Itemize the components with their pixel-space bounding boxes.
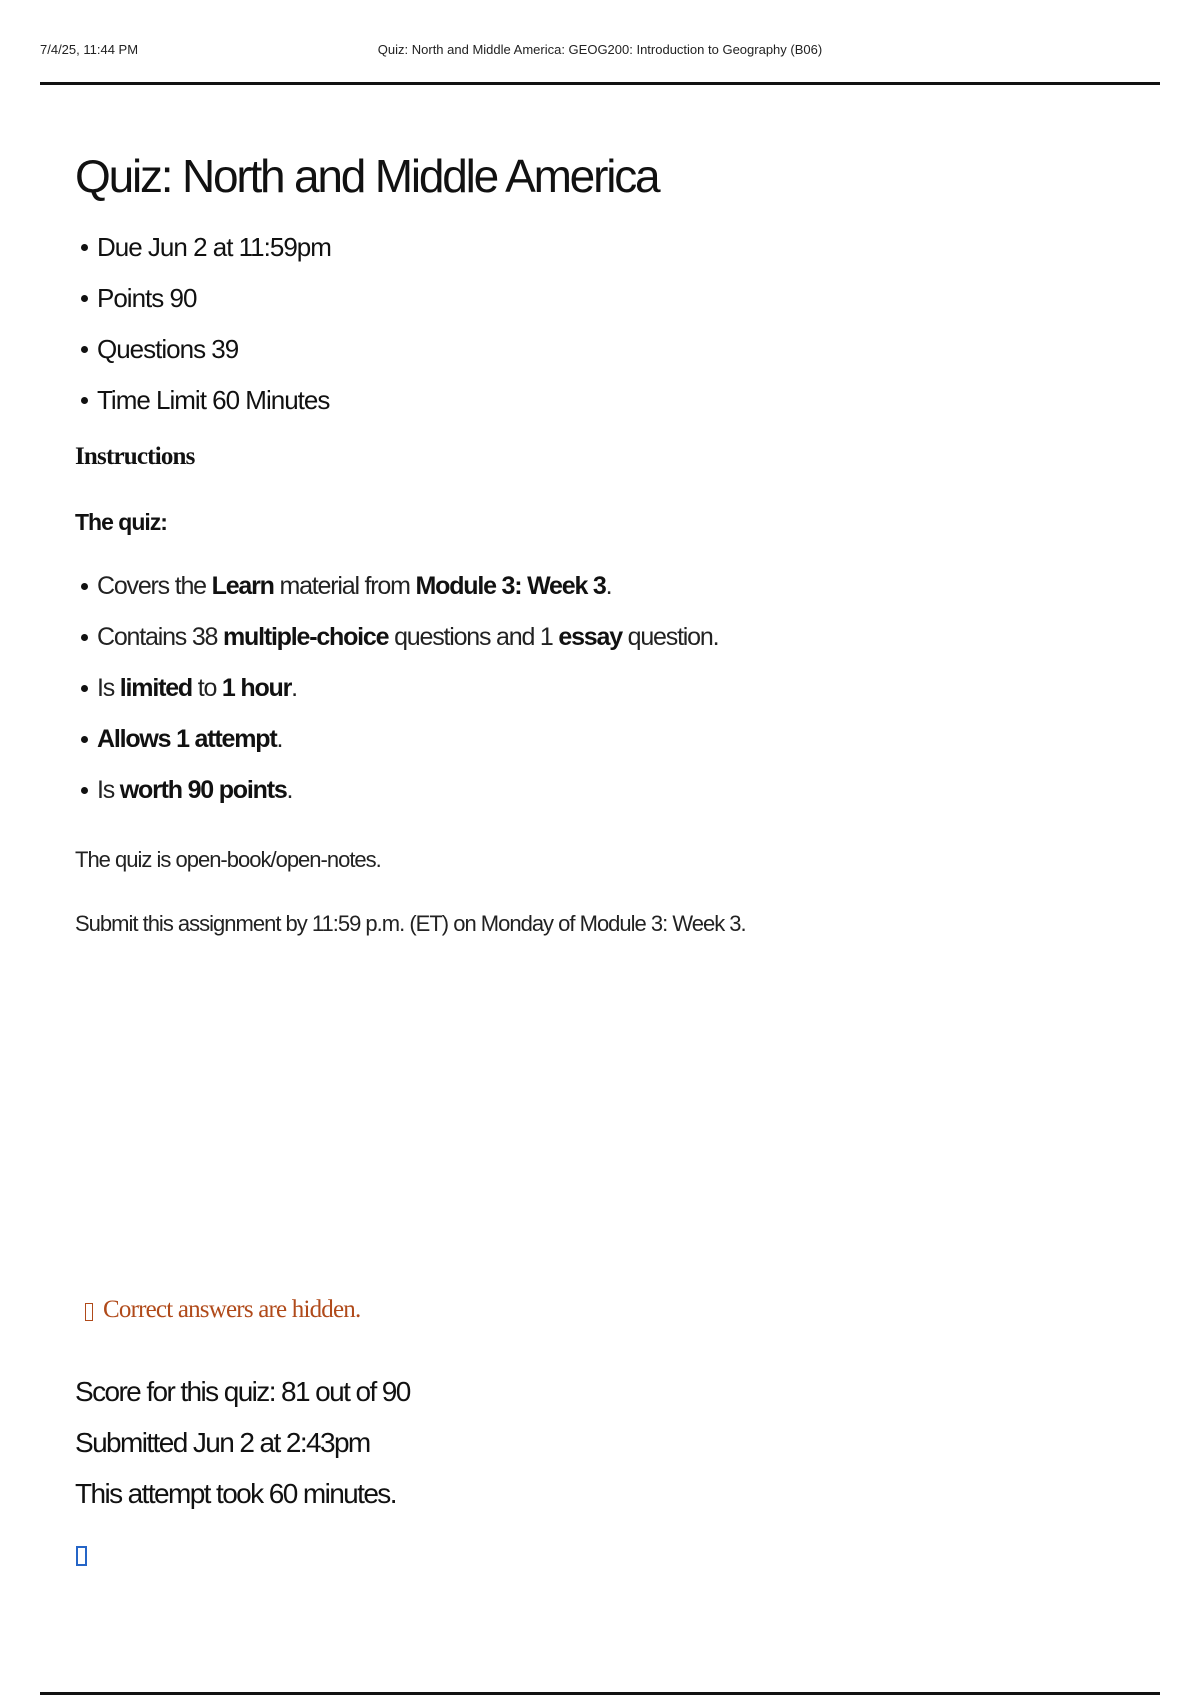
instructions-subheading: The quiz: <box>75 508 167 535</box>
print-timestamp: 7/4/25, 11:44 PM <box>40 42 139 57</box>
instruction-item <box>75 566 1075 617</box>
quiz-details-list <box>75 227 1075 431</box>
quiz-detail-due: Due Jun 2 at 11:59pm <box>75 227 1075 278</box>
quiz-content <box>75 150 1075 937</box>
instruction-item <box>75 668 1075 719</box>
submitted-text: Submitted Jun 2 at 2:43pm <box>75 1427 370 1458</box>
instruction-emphasis: limited <box>119 673 192 702</box>
quiz-detail-points: Points 90 <box>75 278 1075 329</box>
instruction-emphasis: worth 90 points <box>119 775 287 804</box>
info-icon <box>85 1303 93 1321</box>
score-text: Score for this quiz: 81 out of 90 <box>75 1376 410 1407</box>
quiz-detail-time-limit: Time Limit 60 Minutes <box>75 380 1075 431</box>
instruction-text: Covers the <box>97 571 212 600</box>
instructions-list <box>75 566 1075 821</box>
instruction-item <box>75 719 1075 770</box>
instructions-heading: Instructions <box>75 442 195 470</box>
instruction-emphasis: essay <box>558 622 622 651</box>
instruction-text: . <box>605 571 612 600</box>
instruction-text: Contains 38 <box>97 622 223 651</box>
instruction-text: question. <box>621 622 719 651</box>
instruction-item <box>75 617 1075 668</box>
instruction-emphasis: Module 3: Week 3 <box>415 571 606 600</box>
instruction-emphasis: Allows 1 attempt <box>97 724 277 753</box>
page-title: Quiz: North and Middle America <box>75 150 659 202</box>
instruction-emphasis: Learn <box>211 571 274 600</box>
correct-answers-hidden-banner <box>85 1296 360 1324</box>
instruction-text: Is <box>97 775 120 804</box>
correct-answers-hidden-text: Correct answers are hidden. <box>103 1296 361 1323</box>
instruction-text: . <box>286 775 293 804</box>
quiz-detail-questions: Questions 39 <box>75 329 1075 380</box>
instruction-item <box>75 770 1075 821</box>
instruction-text: . <box>291 673 297 702</box>
instruction-text: questions and 1 <box>388 622 559 651</box>
print-page-title: Quiz: North and Middle America: GEOG200: Introduction to Geography (B06) <box>377 42 823 57</box>
instruction-text: material from <box>273 571 416 600</box>
attempt-details-icon[interactable] <box>76 1546 87 1566</box>
submit-deadline-note: Submit this assignment by 11:59 p.m. (ET) on Monday of Module 3: Week 3. <box>75 910 746 936</box>
instruction-text: Is <box>97 673 120 702</box>
instruction-text: to <box>191 673 222 702</box>
page-footer-rule <box>40 1692 1160 1695</box>
print-header <box>40 38 1160 85</box>
instruction-emphasis: 1 hour <box>221 673 292 702</box>
instruction-text: . <box>276 724 283 753</box>
attempt-duration-text: This attempt took 60 minutes. <box>75 1478 396 1509</box>
instruction-emphasis: multiple-choice <box>222 622 389 651</box>
score-summary <box>75 1366 410 1519</box>
open-book-note: The quiz is open-book/open-notes. <box>75 846 381 872</box>
